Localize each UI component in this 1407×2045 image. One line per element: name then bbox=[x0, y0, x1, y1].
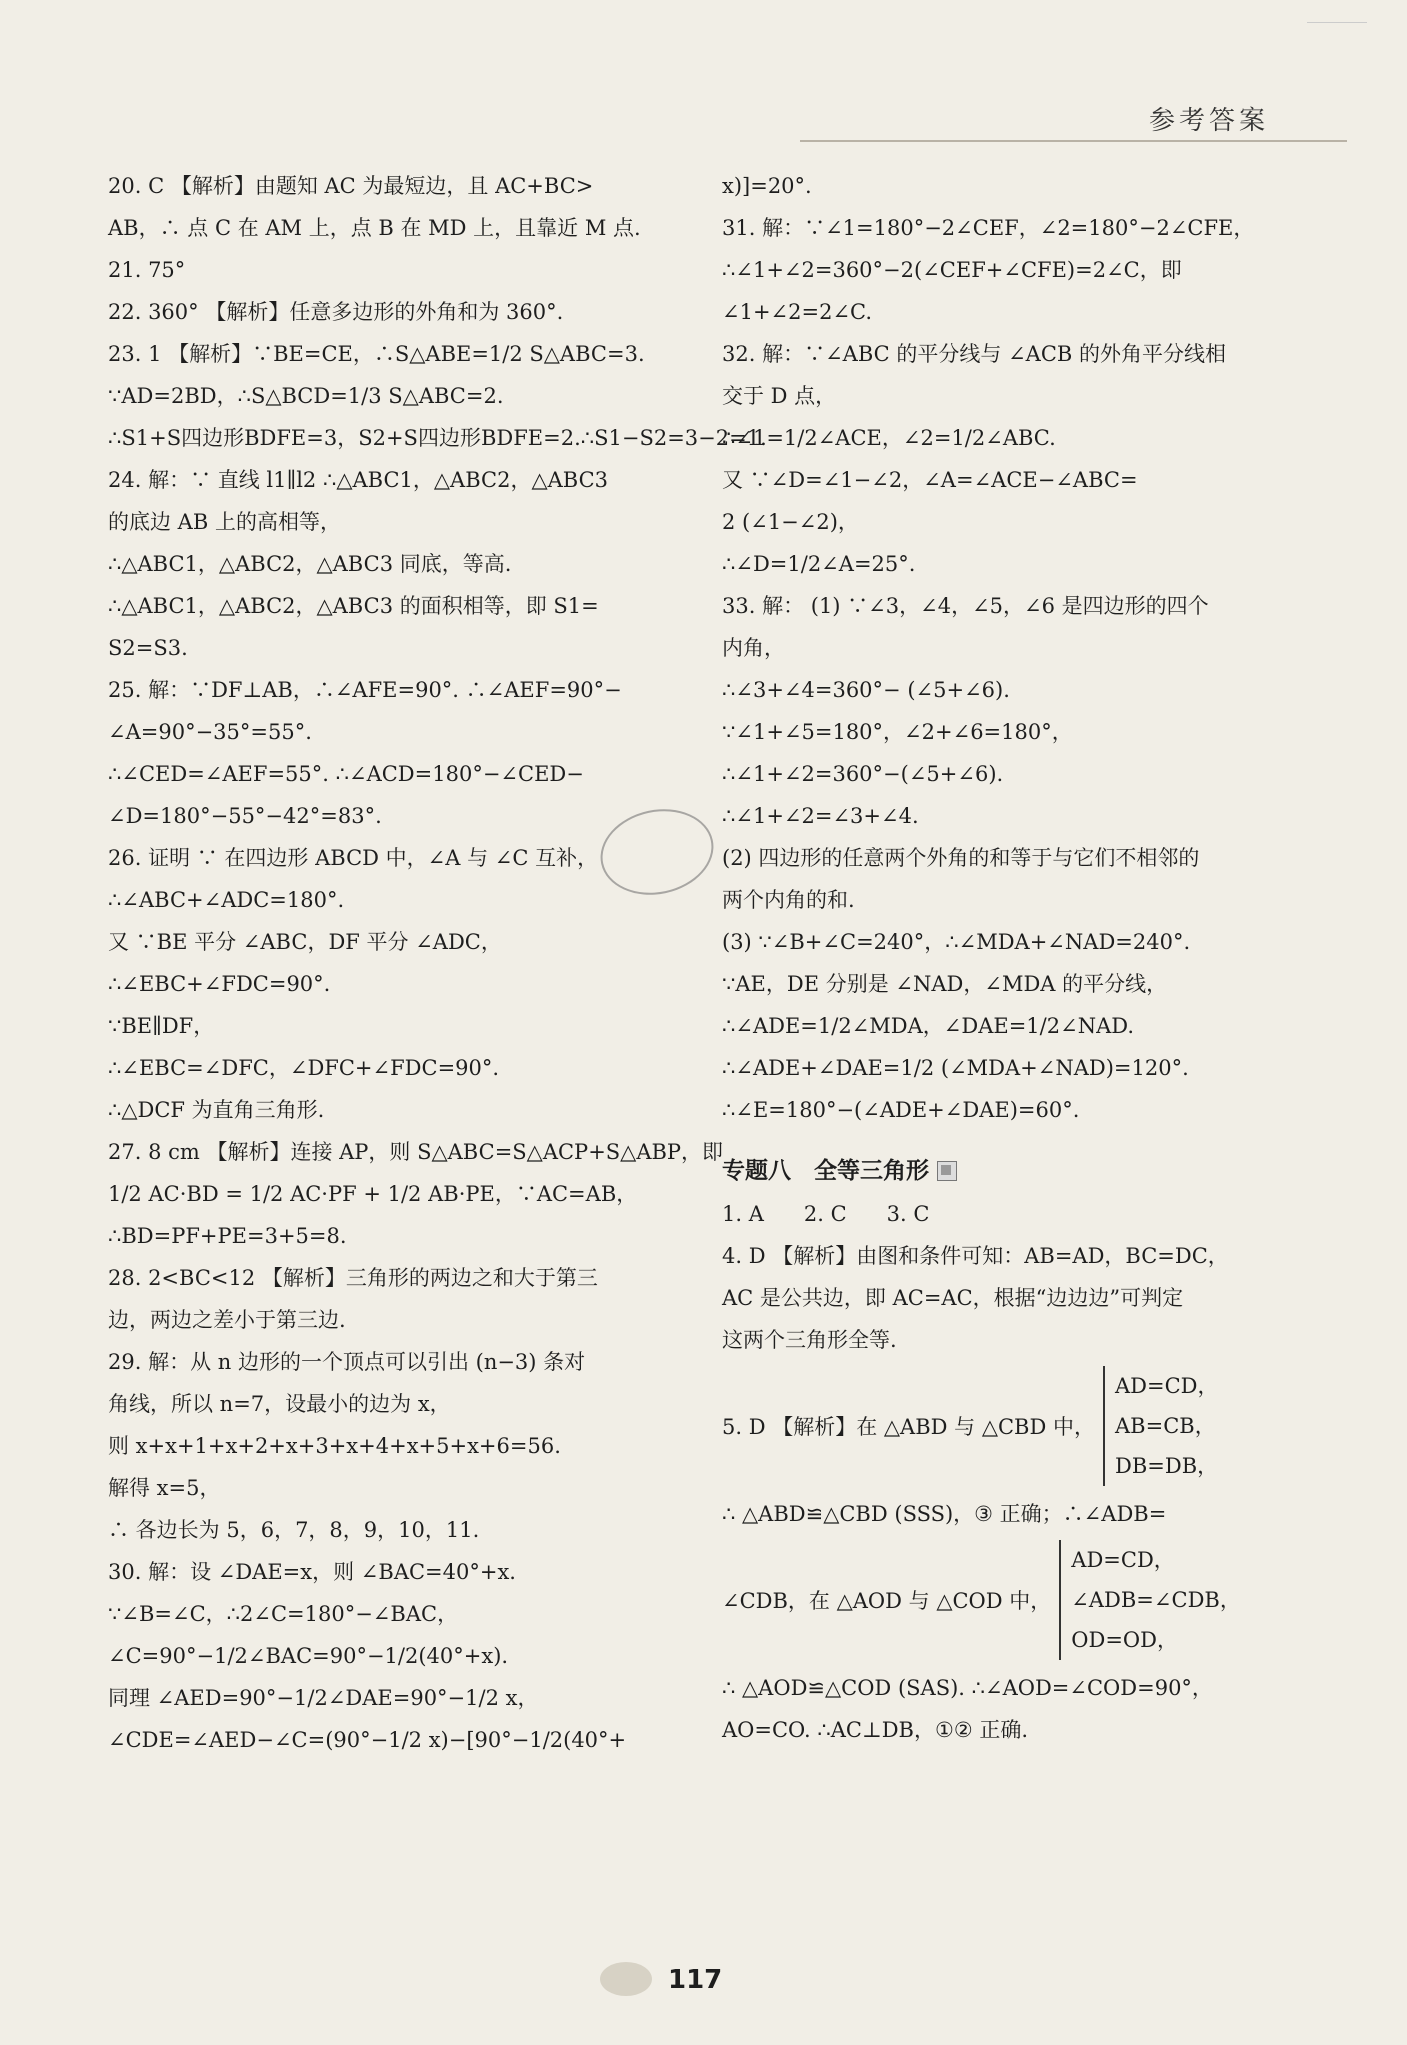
answer-line: ∴∠D=1/2∠A=25°. bbox=[722, 552, 916, 576]
answer-line: 则 x+x+1+x+2+x+3+x+4+x+5+x+6=56. bbox=[108, 1434, 561, 1458]
answer-line: ∵∠B=∠C，∴2∠C=180°−∠BAC， bbox=[108, 1602, 459, 1626]
answer-line: S2=S3. bbox=[108, 636, 188, 660]
right-column bbox=[722, 170, 1322, 1756]
equation: AD=CD， bbox=[1071, 1548, 1175, 1572]
choice-answer: 2. C bbox=[803, 1202, 847, 1226]
answer-line: ∴S1+S四边形BDFE=3，S2+S四边形BDFE=2.∴S1−S2=3−2=1. bbox=[108, 426, 767, 450]
answer-line: 21. 75° bbox=[108, 258, 186, 282]
answer-line: 26. 证明 ∵ 在四边形 ABCD 中，∠A 与 ∠C 互补， bbox=[108, 846, 599, 870]
answer-line: 29. 解：从 n 边形的一个顶点可以引出 (n−3) 条对 bbox=[108, 1350, 586, 1374]
answer-line: ∵AD=2BD，∴S△BCD=1/3 S△ABC=2. bbox=[108, 384, 504, 408]
right-column-answers bbox=[722, 170, 1322, 1126]
equation: OD=OD， bbox=[1071, 1628, 1178, 1652]
answer-line: 边，两边之差小于第三边. bbox=[108, 1308, 346, 1332]
answer-line: ∴∠ADE+∠DAE=1/2 (∠MDA+∠NAD)=120°. bbox=[722, 1056, 1189, 1080]
answer-line: 交于 D 点， bbox=[722, 384, 837, 408]
answer-line: 又 ∵∠D=∠1−∠2，∠A=∠ACE−∠ABC= bbox=[722, 468, 1138, 492]
section-heading bbox=[722, 1154, 1322, 1188]
answer-5-conclusion: ∴ △ABD≌△CBD (SSS)，③ 正确；∴∠ADB= bbox=[722, 1502, 1167, 1526]
answer-line: 27. 8 cm 【解析】连接 AP，则 S△ABC=S△ACP+S△ABP，即 bbox=[108, 1140, 724, 1164]
page-decoration-icon bbox=[600, 1962, 652, 1996]
answer-line: 32. 解：∵∠ABC 的平分线与 ∠ACB 的外角平分线相 bbox=[722, 342, 1227, 366]
answer-line: 23. 1 【解析】∵BE=CE，∴S△ABE=1/2 S△ABC=3. bbox=[108, 342, 645, 366]
answer-line: ∴ △AOD≌△COD (SAS). ∴∠AOD=∠COD=90°， bbox=[722, 1676, 1213, 1700]
answer-5-condition-2 bbox=[722, 1540, 1322, 1660]
corner-mark bbox=[1307, 22, 1367, 37]
answer-line: ∠C=90°−1/2∠BAC=90°−1/2(40°+x). bbox=[108, 1644, 509, 1668]
answer-line: ∴∠CED=∠AEF=55°. ∴∠ACD=180°−∠CED− bbox=[108, 762, 584, 786]
answer-line: x)]=20°. bbox=[722, 174, 812, 198]
answer-line: ∴BD=PF+PE=3+5=8. bbox=[108, 1224, 347, 1248]
answer-line: (3) ∵∠B+∠C=240°，∴∠MDA+∠NAD=240°. bbox=[722, 930, 1191, 954]
answer-line: ∴△ABC1，△ABC2，△ABC3 同底，等高. bbox=[108, 552, 512, 576]
answer-line: AC 是公共边，即 AC=AC，根据“边边边”可判定 bbox=[722, 1286, 1184, 1310]
answer-line: 两个内角的和. bbox=[722, 888, 855, 912]
answer-line: ∴∠EBC=∠DFC，∠DFC+∠FDC=90°. bbox=[108, 1056, 500, 1080]
answer-line: ∵AE，DE 分别是 ∠NAD，∠MDA 的平分线， bbox=[722, 972, 1168, 996]
choice-answers bbox=[722, 1198, 1322, 1230]
answer-line: ∠CDE=∠AED−∠C=(90°−1/2 x)−[90°−1/2(40°+ bbox=[108, 1728, 627, 1752]
answer-line: ∴∠3+∠4=360°− (∠5+∠6). bbox=[722, 678, 1010, 702]
answer-line: 24. 解：∵ 直线 l1∥l2 ∴△ABC1，△ABC2，△ABC3 bbox=[108, 468, 609, 492]
answer-line: 的底边 AB 上的高相等， bbox=[108, 510, 341, 534]
equation: AD=CD， bbox=[1115, 1374, 1219, 1398]
answer-line: ∴∠E=180°−(∠ADE+∠DAE)=60°. bbox=[722, 1098, 1080, 1122]
answer-line: ∴△DCF 为直角三角形. bbox=[108, 1098, 325, 1122]
answer-line: 又 ∵BE 平分 ∠ABC，DF 平分 ∠ADC， bbox=[108, 930, 502, 954]
answer-line: 4. D 【解析】由图和条件可知：AB=AD，BC=DC， bbox=[722, 1244, 1229, 1268]
answer-line: (2) 四边形的任意两个外角的和等于与它们不相邻的 bbox=[722, 846, 1200, 870]
answer-5-text-2: ∠CDB，在 △AOD 与 △COD 中， bbox=[722, 1589, 1052, 1613]
equation: DB=DB， bbox=[1115, 1454, 1219, 1478]
answer-line: ∵BE∥DF， bbox=[108, 1014, 215, 1038]
video-icon bbox=[937, 1161, 957, 1181]
header-rule bbox=[800, 140, 1347, 142]
answer-line: ∴∠1+∠2=∠3+∠4. bbox=[722, 804, 919, 828]
answer-line: 25. 解：∵DF⊥AB，∴∠AFE=90°. ∴∠AEF=90°− bbox=[108, 678, 622, 702]
header-title: 参考答案 bbox=[1148, 106, 1269, 136]
answer-line: 33. 解： (1) ∵∠3，∠4，∠5，∠6 是四边形的四个 bbox=[722, 594, 1209, 618]
answer-line: ∴∠ADE=1/2∠MDA，∠DAE=1/2∠NAD. bbox=[722, 1014, 1135, 1038]
section-title: 专题八 全等三角形 bbox=[722, 1158, 929, 1184]
answer-line: ∠1+∠2=2∠C. bbox=[722, 300, 873, 324]
answer-5-text: 5. D 【解析】在 △ABD 与 △CBD 中， bbox=[722, 1415, 1095, 1439]
equation: AB=CB， bbox=[1115, 1414, 1216, 1438]
answer-line: ∠D=180°−55°−42°=83°. bbox=[108, 804, 382, 828]
answer-line: ∴△ABC1，△ABC2，△ABC3 的面积相等，即 S1= bbox=[108, 594, 599, 618]
answer-5-result bbox=[722, 1672, 1322, 1746]
answer-line: ∴ 各边长为 5，6，7，8，9，10，11. bbox=[108, 1518, 480, 1542]
answer-line: ∴∠1=1/2∠ACE，∠2=1/2∠ABC. bbox=[722, 426, 1056, 450]
page-number: 117 bbox=[668, 1965, 723, 1995]
equation-system bbox=[1103, 1366, 1219, 1486]
answer-line: 同理 ∠AED=90°−1/2∠DAE=90°−1/2 x， bbox=[108, 1686, 539, 1710]
equation-system-2 bbox=[1059, 1540, 1241, 1660]
answer-line: 20. C 【解析】由题知 AC 为最短边，且 AC+BC> bbox=[108, 174, 594, 198]
answer-line: 22. 360° 【解析】任意多边形的外角和为 360°. bbox=[108, 300, 564, 324]
answer-line: 这两个三角形全等. bbox=[722, 1328, 897, 1352]
equation: ∠ADB=∠CDB， bbox=[1071, 1588, 1241, 1612]
answer-4 bbox=[722, 1240, 1322, 1356]
answer-line: ∴∠ABC+∠ADC=180°. bbox=[108, 888, 345, 912]
answer-line: 2 (∠1−∠2)， bbox=[722, 510, 859, 534]
answer-line: 解得 x=5， bbox=[108, 1476, 221, 1500]
answer-line: 30. 解：设 ∠DAE=x，则 ∠BAC=40°+x. bbox=[108, 1560, 516, 1584]
answer-line: ∵∠1+∠5=180°，∠2+∠6=180°， bbox=[722, 720, 1073, 744]
answer-line: ∠A=90°−35°=55°. bbox=[108, 720, 312, 744]
answer-line: ∴∠EBC+∠FDC=90°. bbox=[108, 972, 331, 996]
answer-line: 角线，所以 n=7，设最小的边为 x， bbox=[108, 1392, 451, 1416]
answer-line: AB，∴ 点 C 在 AM 上，点 B 在 MD 上，且靠近 M 点. bbox=[108, 216, 641, 240]
answer-line: 1/2 AC·BD = 1/2 AC·PF + 1/2 AB·PE，∵AC=AB， bbox=[108, 1182, 638, 1206]
answer-5-condition bbox=[722, 1366, 1322, 1486]
choice-answer: 3. C bbox=[886, 1202, 930, 1226]
answer-line: 31. 解：∵∠1=180°−2∠CEF，∠2=180°−2∠CFE， bbox=[722, 216, 1255, 240]
answer-line: ∴∠1+∠2=360°−2(∠CEF+∠CFE)=2∠C，即 bbox=[722, 258, 1182, 282]
answer-line: ∴∠1+∠2=360°−(∠5+∠6). bbox=[722, 762, 1004, 786]
choice-answer: 1. A bbox=[722, 1202, 764, 1226]
answer-line: AO=CO. ∴AC⊥DB，①② 正确. bbox=[722, 1718, 1028, 1742]
answer-line: 内角， bbox=[722, 636, 785, 660]
answer-line: 28. 2<BC<12 【解析】三角形的两边之和大于第三 bbox=[108, 1266, 598, 1290]
